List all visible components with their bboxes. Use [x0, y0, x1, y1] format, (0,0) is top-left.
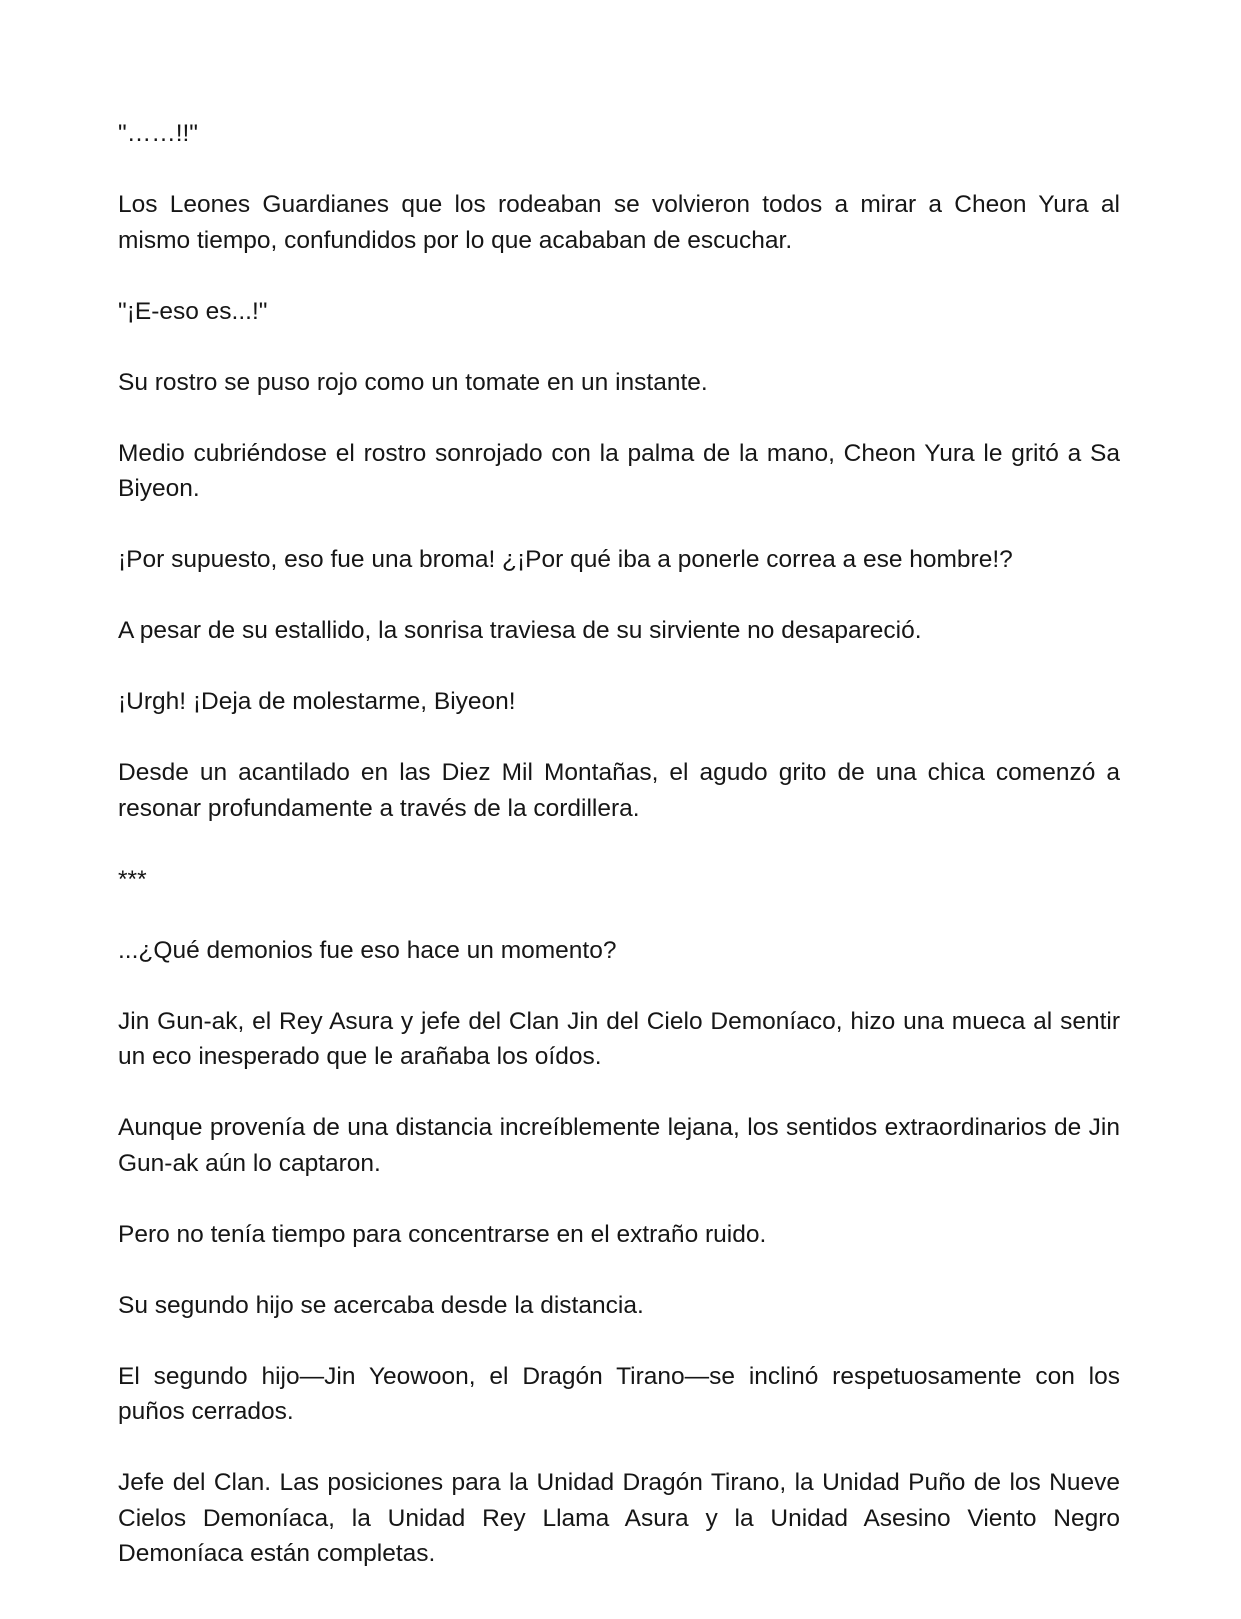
paragraph: Aunque provenía de una distancia increíblemente lejana, los sentidos extraordinarios de Jin Gun-ak aún lo captaron.: [118, 1114, 1120, 1177]
paragraph: Jin Gun-ak, el Rey Asura y jefe del Clan Jin del Cielo Demoníaco, hizo una mueca al sentir un eco inesperado que le arañaba los oídos.: [118, 1007, 1120, 1070]
paragraph: "……!!": [118, 120, 199, 147]
paragraph: ...¿Qué demonios fue eso hace un momento?: [118, 936, 617, 964]
paragraph: A pesar de su estallido, la sonrisa traviesa de su sirviente no desapareció.: [118, 617, 922, 644]
paragraph: El segundo hijo—Jin Yeowoon, el Dragón Tirano—se inclinó respetuosamente con los puños cerrados.: [118, 1362, 1120, 1425]
scene-break: ***: [118, 865, 147, 893]
document-body: [118, 116, 1120, 1572]
paragraph: ¡Urgh! ¡Deja de molestarme, Biyeon!: [118, 688, 516, 715]
paragraph: Su rostro se puso rojo como un tomate en un instante.: [118, 368, 708, 396]
paragraph: Jefe del Clan. Las posiciones para la Unidad Dragón Tirano, la Unidad Puño de los Nueve Cielos Demoníaca, la Unidad Rey Llama Asura y la Unidad Asesino Viento Negro Demoníaca están completas.: [118, 1469, 1120, 1567]
paragraph: Desde un acantilado en las Diez Mil Montañas, el agudo grito de una chica comenzó a resonar profundamente a través de la cordillera.: [118, 759, 1120, 822]
paragraph: Pero no tenía tiempo para concentrarse en el extraño ruido.: [118, 1220, 767, 1248]
paragraph: ¡Por supuesto, eso fue una broma! ¿¡Por qué iba a ponerle correa a ese hombre!?: [118, 546, 1013, 573]
paragraph: Los Leones Guardianes que los rodeaban se volvieron todos a mirar a Cheon Yura al mismo tiempo, confundidos por lo que acababan de escuchar.: [118, 191, 1120, 254]
paragraph: Medio cubriéndose el rostro sonrojado con la palma de la mano, Cheon Yura le gritó a Sa Biyeon.: [118, 439, 1120, 502]
paragraph: "¡E-eso es...!": [118, 297, 268, 325]
paragraph: Su segundo hijo se acercaba desde la distancia.: [118, 1291, 644, 1319]
